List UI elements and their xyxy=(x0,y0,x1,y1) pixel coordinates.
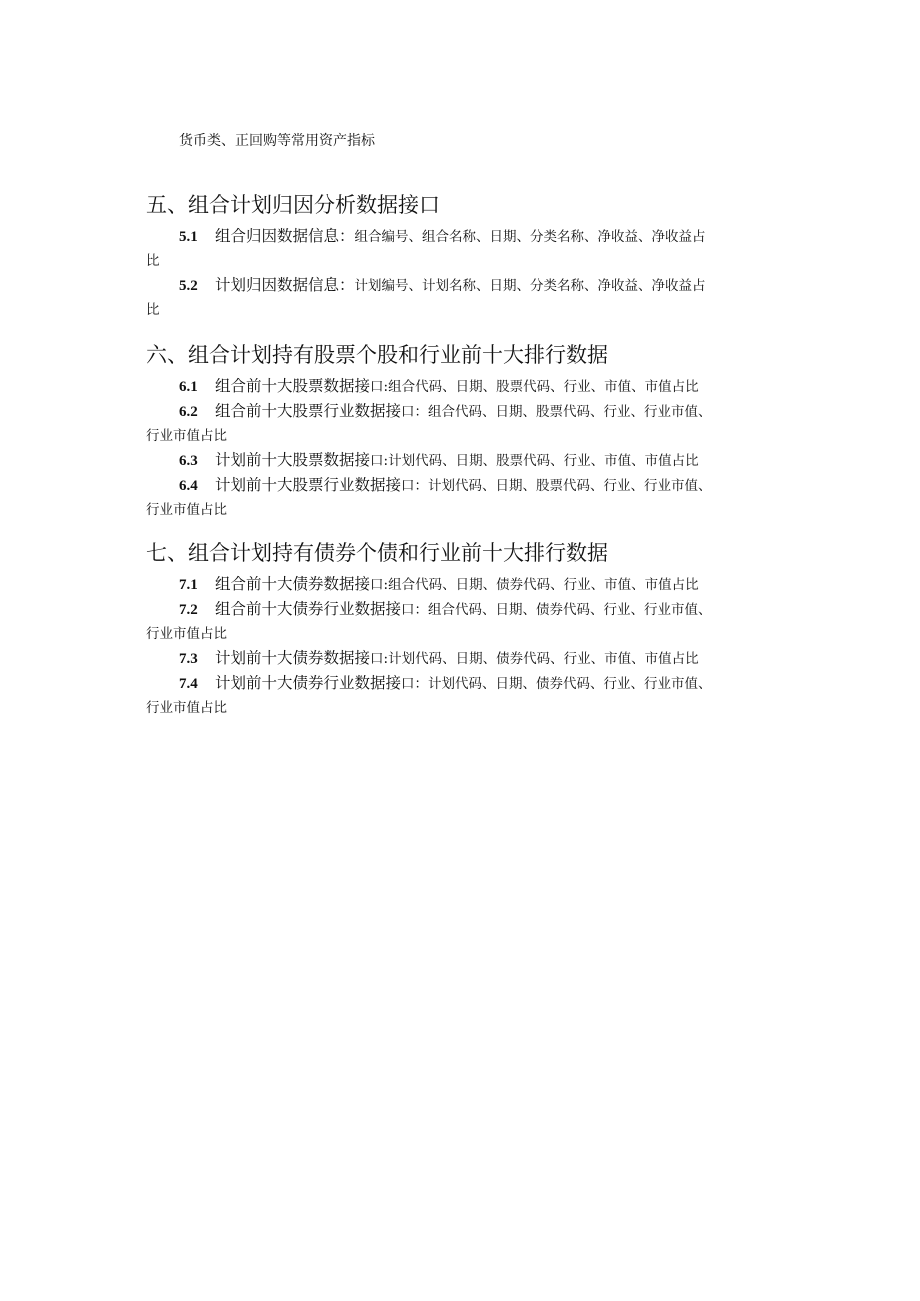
item-fields-continuation: 比 xyxy=(146,302,160,318)
item-number: 6.1 xyxy=(179,379,198,395)
item-number: 5.1 xyxy=(179,229,198,245)
section-title: 六、组合计划持有股票个股和行业前十大排行数据 xyxy=(146,343,608,367)
item-fields-continuation: 行业市值占比 xyxy=(146,502,227,518)
item-fields-continuation: 比 xyxy=(146,253,160,269)
section-6 xyxy=(146,340,806,522)
item-title: 组合归因数据信息： xyxy=(215,227,355,245)
item-fields: 口:计划代码、日期、股票代码、行业、市值、市值占比 xyxy=(370,453,699,469)
list-item xyxy=(146,224,829,273)
item-title: 计划归因数据信息： xyxy=(215,276,355,294)
list-item xyxy=(146,671,829,720)
item-fields: 口:组合代码、日期、股票代码、行业、市值、市值占比 xyxy=(370,379,699,395)
list-item xyxy=(146,374,829,399)
item-number: 5.2 xyxy=(179,278,198,294)
item-number: 7.4 xyxy=(179,676,198,692)
item-number: 7.2 xyxy=(179,602,198,618)
list-item xyxy=(146,448,829,473)
section-title: 七、组合计划持有债券个债和行业前十大排行数据 xyxy=(146,541,608,565)
section-items xyxy=(146,374,806,522)
item-title: 组合前十大债券行业数据接 xyxy=(215,600,402,618)
section-items xyxy=(146,224,806,322)
item-fields: 计划编号、计划名称、日期、分类名称、净收益、净收益占 xyxy=(354,278,706,294)
item-number: 6.4 xyxy=(179,478,198,494)
item-title: 组合前十大股票数据接 xyxy=(215,377,371,395)
item-fields: 组合编号、组合名称、日期、分类名称、净收益、净收益占 xyxy=(354,229,706,245)
section-title: 五、组合计划归因分析数据接口 xyxy=(146,193,440,217)
item-fields: 口：计划代码、日期、债券代码、行业、行业市值、 xyxy=(401,676,712,692)
item-number: 7.3 xyxy=(179,651,198,667)
item-title: 组合前十大债券数据接 xyxy=(215,575,371,593)
section-7 xyxy=(146,538,806,720)
list-item xyxy=(146,273,829,322)
item-title: 计划前十大股票数据接 xyxy=(215,451,371,469)
section-5 xyxy=(146,190,806,322)
item-number: 6.3 xyxy=(179,453,198,469)
item-number: 7.1 xyxy=(179,577,198,593)
list-item xyxy=(146,572,829,597)
item-fields: 口：计划代码、日期、股票代码、行业、行业市值、 xyxy=(401,478,712,494)
item-title: 计划前十大债券数据接 xyxy=(215,649,371,667)
intro-line: 货币类、正回购等常用资产指标 xyxy=(179,133,375,149)
list-item xyxy=(146,399,829,448)
item-fields-continuation: 行业市值占比 xyxy=(146,428,227,444)
list-item xyxy=(146,597,829,646)
section-items xyxy=(146,572,806,720)
item-fields: 口:组合代码、日期、债券代码、行业、市值、市值占比 xyxy=(370,577,699,593)
item-fields-continuation: 行业市值占比 xyxy=(146,700,227,716)
item-title: 计划前十大债券行业数据接 xyxy=(215,674,402,692)
item-fields-continuation: 行业市值占比 xyxy=(146,626,227,642)
item-title: 计划前十大股票行业数据接 xyxy=(215,476,402,494)
list-item xyxy=(146,473,829,522)
item-title: 组合前十大股票行业数据接 xyxy=(215,402,402,420)
item-fields: 口:计划代码、日期、债券代码、行业、市值、市值占比 xyxy=(370,651,699,667)
item-fields: 口：组合代码、日期、股票代码、行业、行业市值、 xyxy=(401,404,712,420)
item-number: 6.2 xyxy=(179,404,198,420)
list-item xyxy=(146,646,829,671)
item-fields: 口：组合代码、日期、债券代码、行业、行业市值、 xyxy=(401,602,712,618)
